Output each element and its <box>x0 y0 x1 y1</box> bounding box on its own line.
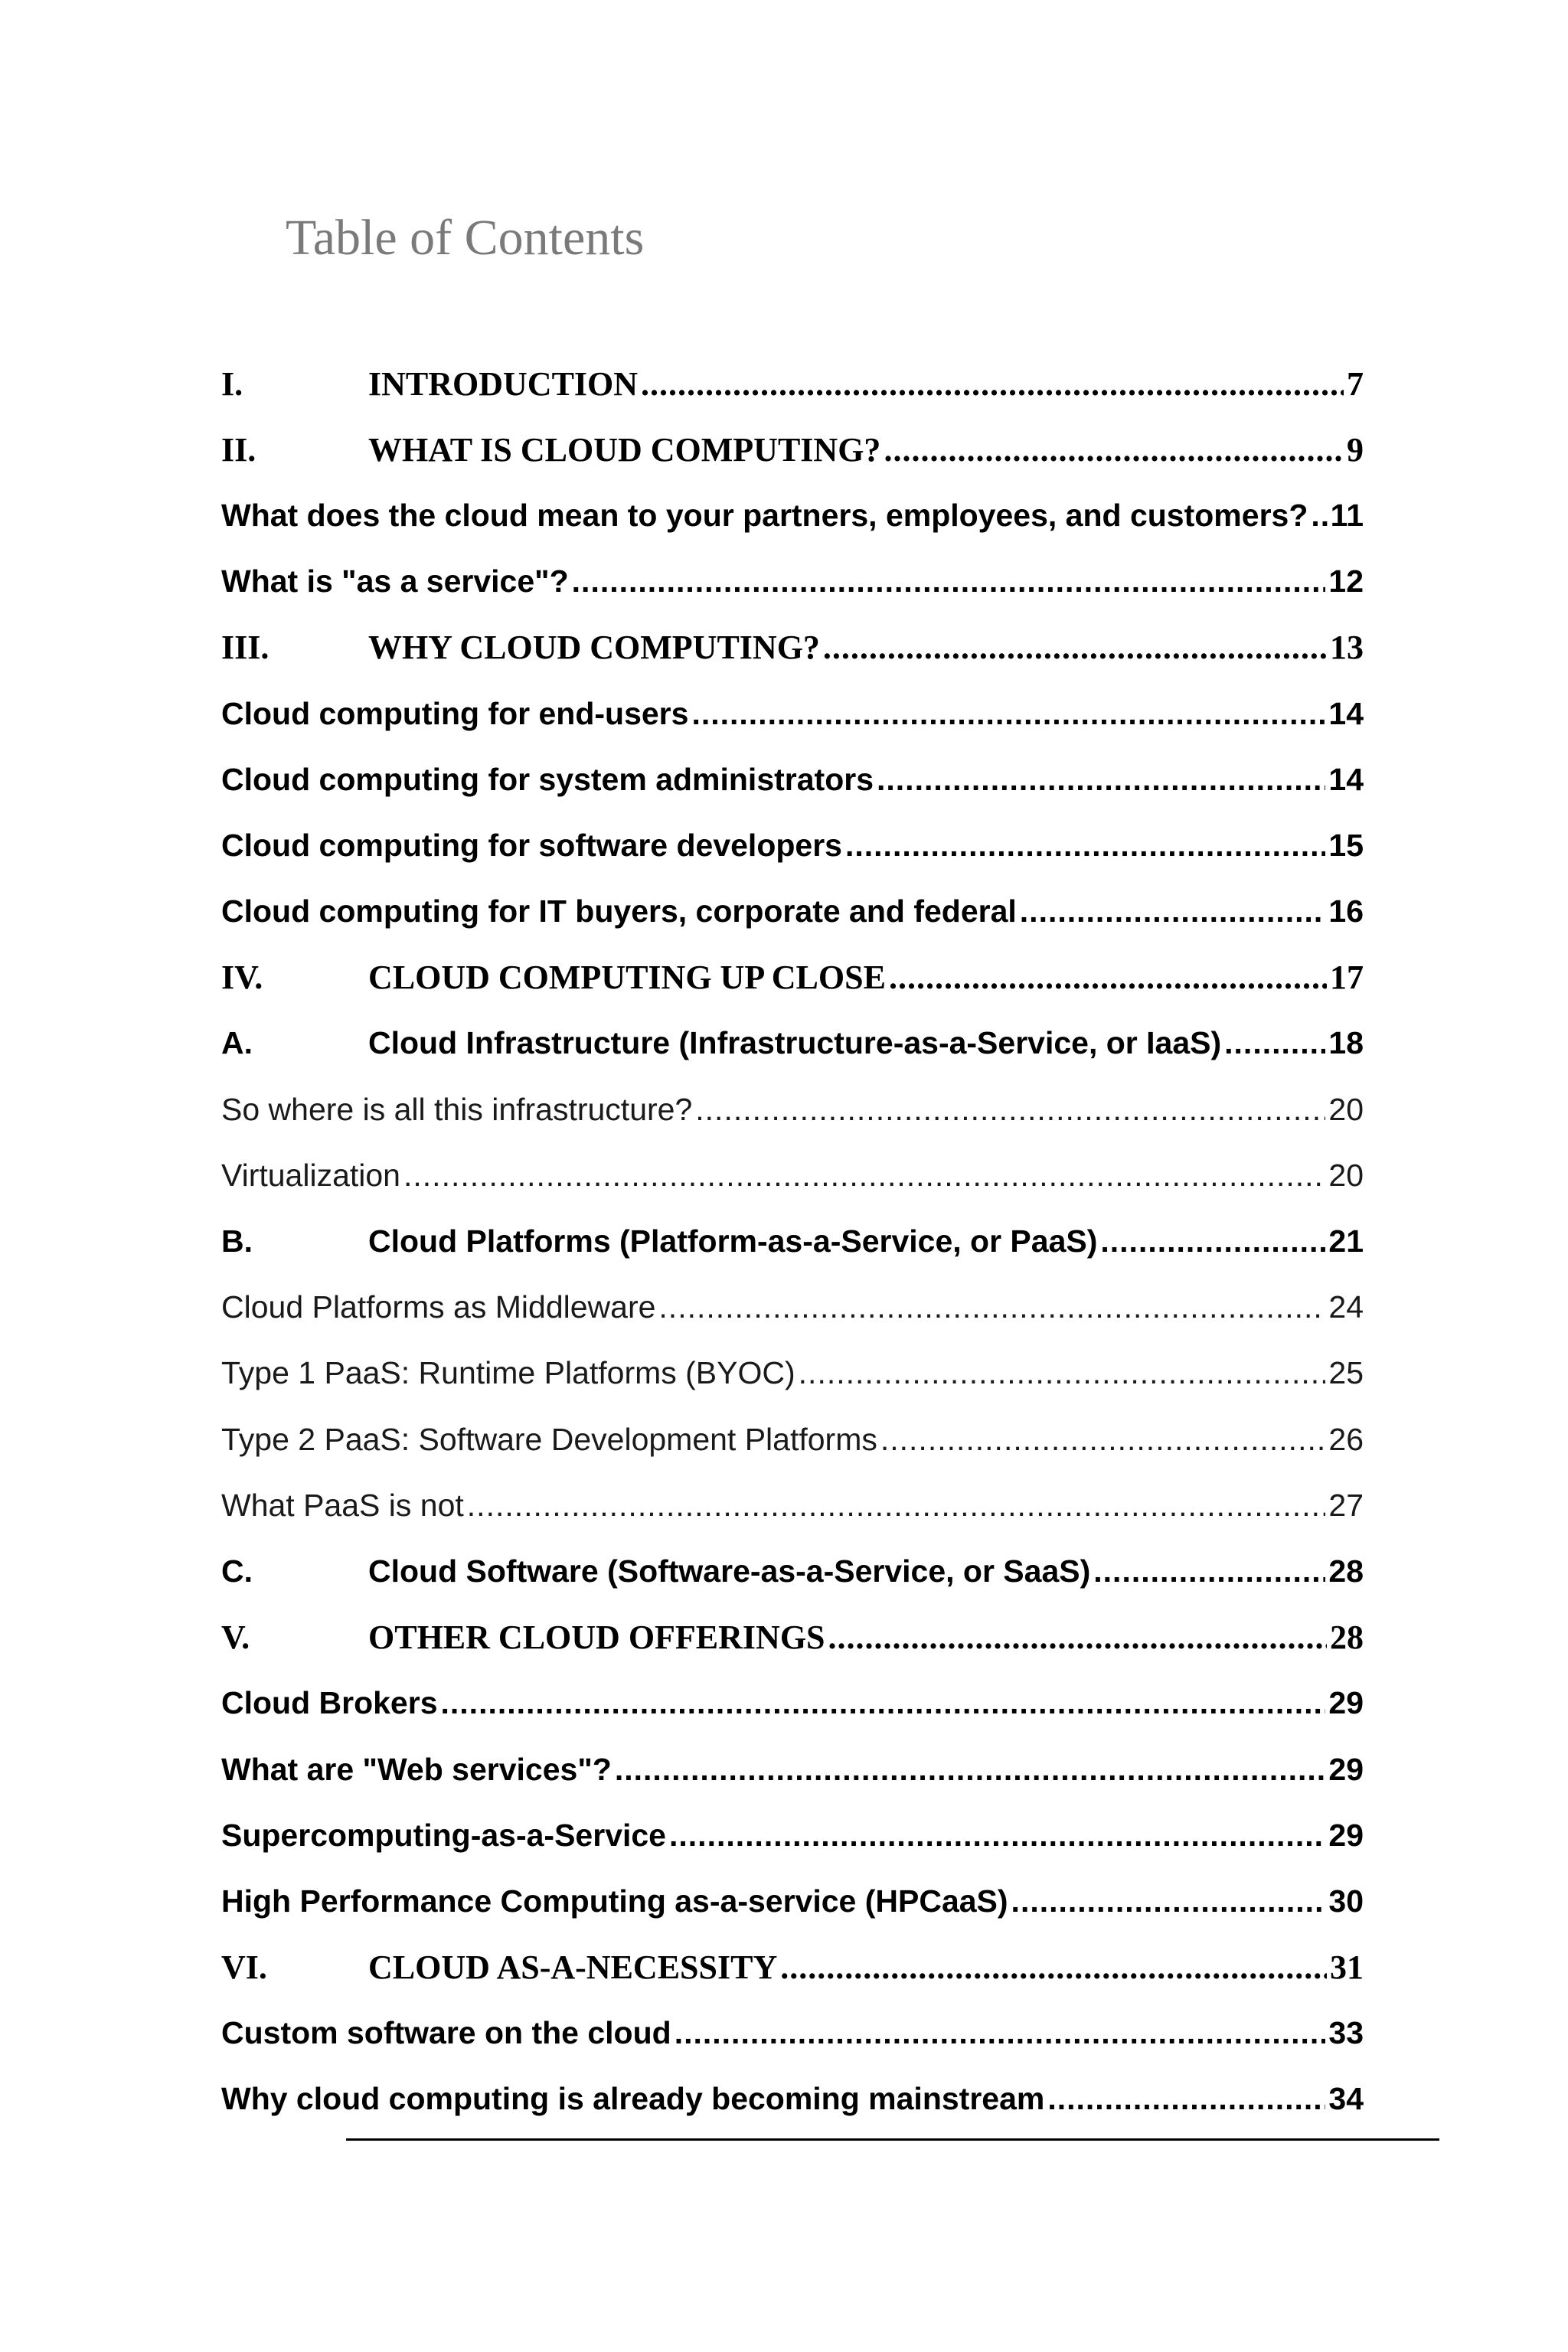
toc-entry[interactable] <box>221 681 1364 746</box>
toc-entry-number: V. <box>221 1619 250 1657</box>
dot-leader <box>780 1948 1327 1987</box>
toc-entry[interactable] <box>221 1868 1364 1934</box>
toc-entry-title: Why cloud computing is already becoming mainstream <box>221 2081 1045 2117</box>
dot-leader <box>641 364 1344 403</box>
dot-leader <box>880 1422 1326 1458</box>
toc-entry-page-number: 28 <box>1328 1553 1364 1589</box>
toc-entry-page-number: 12 <box>1328 564 1364 599</box>
toc-entry-page-number: 34 <box>1328 2081 1364 2117</box>
dot-leader <box>1047 2081 1325 2117</box>
toc-entry-page-number: 9 <box>1347 430 1364 469</box>
toc-entry-title: What are "Web services"? <box>221 1751 612 1787</box>
toc-entry-title: WHY CLOUD COMPUTING? <box>368 629 820 667</box>
toc-entry-page-number: 29 <box>1328 1751 1364 1787</box>
toc-entry[interactable] <box>221 879 1364 945</box>
toc-entry[interactable] <box>221 1341 1364 1406</box>
toc-entry-page-number: 20 <box>1328 1091 1364 1127</box>
dot-leader <box>695 1092 1325 1128</box>
toc-entry-number: B. <box>221 1223 253 1259</box>
toc-entry-page-number: 31 <box>1330 1949 1364 1987</box>
toc-entry-title: Type 1 PaaS: Runtime Platforms (BYOC) <box>221 1355 795 1391</box>
toc-entry-title: Cloud Platforms (Platform-as-a-Service, or PaaS) <box>368 1223 1098 1259</box>
toc-entry-title: INTRODUCTION <box>368 364 639 403</box>
toc-entry[interactable] <box>221 1736 1364 1802</box>
toc-entry-number: A. <box>221 1025 253 1061</box>
toc-entry-page-number: 15 <box>1328 827 1364 863</box>
toc-entry[interactable] <box>221 945 1364 1011</box>
toc-entry-page-number: 14 <box>1328 761 1364 797</box>
toc-entry-title: Cloud Software (Software-as-a-Service, or SaaS) <box>368 1553 1091 1589</box>
toc-entry[interactable] <box>221 2001 1364 2066</box>
toc-entry[interactable] <box>221 482 1364 548</box>
toc-entry-page-number: 20 <box>1328 1157 1364 1193</box>
toc-entry-page-number: 11 <box>1330 497 1364 533</box>
toc-entry-title: So where is all this infrastructure? <box>221 1091 693 1127</box>
dot-leader <box>403 1158 1325 1194</box>
dot-leader <box>572 564 1326 599</box>
dot-leader <box>799 1355 1326 1391</box>
toc-entry[interactable] <box>221 1275 1364 1341</box>
toc-entry[interactable] <box>221 812 1364 878</box>
toc-entry-title: What does the cloud mean to your partners, employees, and customers? <box>221 497 1308 533</box>
toc-entry[interactable] <box>221 1406 1364 1472</box>
toc-entry-title: Supercomputing-as-a-Service <box>221 1817 666 1853</box>
footnote-divider <box>346 2138 1439 2141</box>
toc-entry-title: Cloud computing for end-users <box>221 695 689 731</box>
toc-entry[interactable] <box>221 351 1364 416</box>
toc-entry[interactable] <box>221 746 1364 812</box>
toc-entry-page-number: 21 <box>1328 1223 1364 1259</box>
toc-entry-title: WHAT IS CLOUD COMPUTING? <box>368 430 881 469</box>
toc-entry-page-number: 14 <box>1328 695 1364 731</box>
toc-entry[interactable] <box>221 1472 1364 1538</box>
toc-list <box>221 351 1364 2132</box>
toc-entry-title: Cloud Infrastructure (Infrastructure-as-a-Service, or IaaS) <box>368 1025 1222 1061</box>
toc-entry-page-number: 33 <box>1328 2015 1364 2051</box>
toc-entry-number: II. <box>221 430 256 469</box>
dot-leader <box>1311 498 1327 534</box>
toc-entry-title: What PaaS is not <box>221 1487 464 1523</box>
toc-entry-title: CLOUD AS-A-NECESSITY <box>368 1949 778 1987</box>
toc-entry[interactable] <box>221 1935 1364 2001</box>
toc-entry-number: III. <box>221 629 270 667</box>
dot-leader <box>823 628 1327 667</box>
toc-entry-title: CLOUD COMPUTING UP CLOSE <box>368 959 886 997</box>
dot-leader <box>1093 1553 1325 1589</box>
toc-entry-page-number: 28 <box>1330 1619 1364 1657</box>
toc-entry-page-number: 17 <box>1330 959 1364 997</box>
toc-entry-title: Type 2 PaaS: Software Development Platforms <box>221 1421 877 1457</box>
toc-entry-page-number: 30 <box>1328 1883 1364 1919</box>
dot-leader <box>1011 1883 1326 1919</box>
toc-entry-page-number: 13 <box>1330 629 1364 667</box>
toc-entry[interactable] <box>221 1011 1364 1076</box>
dot-leader <box>441 1685 1326 1721</box>
dot-leader <box>1224 1025 1325 1061</box>
toc-entry-page-number: 18 <box>1328 1025 1364 1061</box>
dot-leader <box>615 1752 1326 1788</box>
toc-entry-title: Cloud computing for software developers <box>221 827 842 863</box>
toc-entry-page-number: 7 <box>1347 364 1364 403</box>
toc-entry-page-number: 25 <box>1328 1355 1364 1391</box>
toc-entry-page-number: 26 <box>1328 1421 1364 1457</box>
toc-entry-page-number: 24 <box>1328 1289 1364 1325</box>
dot-leader <box>669 1818 1325 1854</box>
toc-entry[interactable] <box>221 1208 1364 1274</box>
dot-leader <box>467 1488 1326 1524</box>
dot-leader <box>845 828 1325 864</box>
toc-entry-page-number: 29 <box>1328 1685 1364 1721</box>
toc-entry[interactable] <box>221 615 1364 681</box>
toc-entry[interactable] <box>221 1802 1364 1868</box>
toc-entry-number: VI. <box>221 1949 267 1987</box>
toc-entry[interactable] <box>221 1076 1364 1142</box>
toc-entry-title: Virtualization <box>221 1157 400 1193</box>
toc-entry[interactable] <box>221 1671 1364 1736</box>
toc-entry-title: What is "as a service"? <box>221 564 569 599</box>
toc-entry-title: Cloud computing for IT buyers, corporate and federal <box>221 893 1017 929</box>
toc-entry[interactable] <box>221 2066 1364 2132</box>
dot-leader <box>1100 1223 1325 1259</box>
toc-entry-title: Custom software on the cloud <box>221 2015 671 2051</box>
dot-leader <box>889 958 1327 997</box>
toc-entry[interactable] <box>221 1142 1364 1208</box>
toc-entry[interactable] <box>221 1538 1364 1604</box>
dot-leader <box>1020 893 1326 929</box>
toc-entry[interactable] <box>221 549 1364 615</box>
toc-entry[interactable] <box>221 1605 1364 1671</box>
toc-entry-title: Cloud Platforms as Middleware <box>221 1289 656 1325</box>
dot-leader <box>691 696 1325 732</box>
toc-entry-title: OTHER CLOUD OFFERINGS <box>368 1619 825 1657</box>
toc-entry-number: I. <box>221 364 243 403</box>
toc-entry-page-number: 27 <box>1328 1487 1364 1523</box>
toc-entry[interactable] <box>221 416 1364 482</box>
toc-entry-page-number: 29 <box>1328 1817 1364 1853</box>
dot-leader <box>828 1618 1327 1657</box>
page-title: Table of Contents <box>286 210 645 266</box>
toc-entry-number: C. <box>221 1553 253 1589</box>
dot-leader <box>675 2015 1326 2051</box>
toc-entry-title: High Performance Computing as-a-service (HPCaaS) <box>221 1883 1008 1919</box>
dot-leader <box>884 430 1344 469</box>
toc-entry-title: Cloud Brokers <box>221 1685 438 1721</box>
dot-leader <box>877 762 1325 798</box>
dot-leader <box>658 1289 1325 1325</box>
toc-entry-number: IV. <box>221 959 263 997</box>
toc-entry-title: Cloud computing for system administrators <box>221 761 874 797</box>
toc-entry-page-number: 16 <box>1328 893 1364 929</box>
